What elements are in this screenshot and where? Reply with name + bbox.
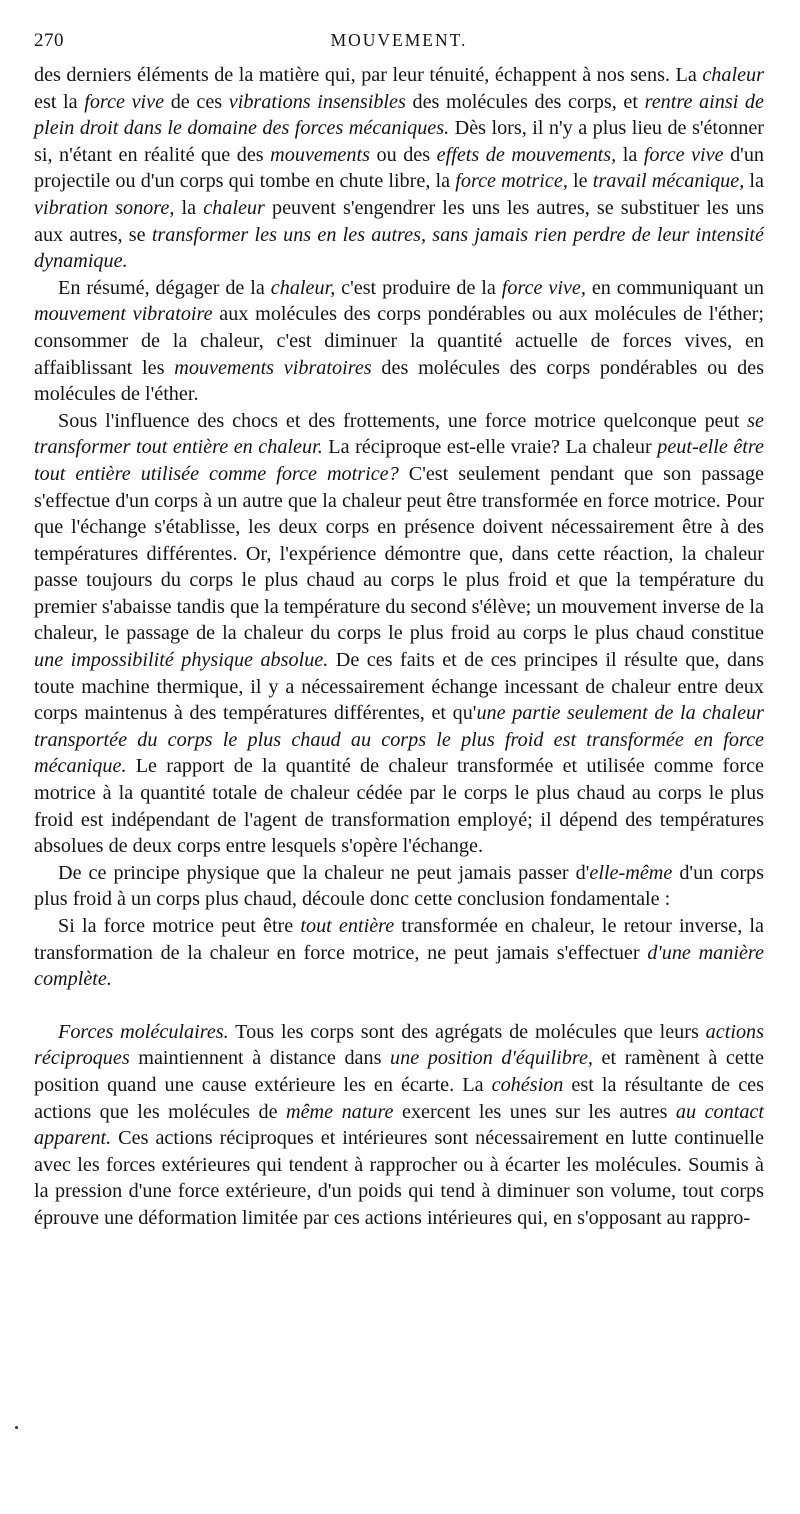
paragraph-principle: De ce principe physique que la chaleur ne peut jamais passer d'elle-même d'un corps plus froid à un corps plus chaud, découle donc cette conclusion fondamentale : <box>34 861 764 911</box>
paragraph-heat-exchange: Sous l'influence des chocs et des frottements, une force motrice quelconque peut se transformer tout entière en chaleur. La réciproque est-elle vraie? La chaleur peut-elle être tout entière utilisée comme force motrice? C'est seulement pendant que son passage s'effectue d'un corps à un autre que la chaleur peut être transformée en force motrice. Pour que l'échange s'établisse, les deux corps en présence doivent nécessairement être à des températures différentes. Or, l'expérience démontre que, dans cette réaction, la chaleur passe toujours du corps le plus chaud au corps le plus froid et que la température du premier s'abaisse tandis que la température du second s'élève; un mouvement inverse de la chaleur, le passage de la chaleur du corps le plus froid au corps le plus chaud constitue une impossibilité physique absolue. De ces faits et de ces principes il résulte que, dans toute machine thermique, il y a nécessairement échange incessant de chaleur entre deux corps maintenus à des températures différentes, et qu'une partie seulement de la chaleur transportée du corps le plus chaud au corps le plus froid est transformée en force mécanique. Le rapport de la quantité de chaleur transformée et utilisée comme force motrice à la quantité totale de chaleur cédée par le corps le plus chaud au corps le plus froid est indépendant de l'agent de transformation employé; il dépend des températures absolues de deux corps entre lesquels s'opère l'échange. <box>34 409 765 858</box>
page-number: 270 <box>34 30 64 51</box>
paragraph-molecular-forces: Forces moléculaires. Tous les corps sont des agrégats de molécules que leurs actions réciproques maintiennent à distance dans une position d'équilibre, et ramènent à cette position quand une cause extérieure les en écarte. La cohésion est la résultante de ces actions que les molécules de même nature exercent les unes sur les autres au contact apparent. Ces actions réciproques et intérieures sont nécessairement en lutte continuelle avec les forces extérieures qui tendent à rapprocher ou à écarter les molécules. Soumis à la pression d'une force extérieure, d'un poids qui tend à diminuer son volume, tout corps éprouve une déformation limitée par ces actions intérieures qui, en s'opposant au rappro- <box>34 1020 764 1229</box>
section-heading: Forces moléculaires. <box>58 1020 229 1043</box>
paragraph-summary: En résumé, dégager de la chaleur, c'est produire de la force vive, en communiquant un mouvement vibratoire aux molécules des corps pondérables ou aux molécules de l'éther; consommer de la chaleur, c'est diminuer la quantité actuelle de forces vives, en affaiblissant les mouvements vibratoires des molécules des corps pondérables ou des molécules de l'éther. <box>34 276 764 406</box>
paragraph-heat-vibrations: des derniers éléments de la matière qui, par leur ténuité, échappent à nos sens. La chaleur est la force vive de ces vibrations insensibles des molécules des corps, et rentre ainsi de plein droit dans le domaine des forces mécaniques. Dès lors, il n'y a plus lieu de s'étonner si, n'étant en réalité que des mouvements ou des effets de mouvements, la force vive d'un projectile ou d'un corps qui tombe en chute libre, la force motrice, le travail mécanique, la vibration sonore, la chaleur peuvent s'engendrer les uns les autres, se substituer les uns aux autres, se transformer les uns en les autres, sans jamais rien perdre de leur intensité dynamique. <box>34 64 765 273</box>
running-header <box>34 28 764 62</box>
section-gap <box>34 993 764 1019</box>
running-title: MOUVEMENT. <box>330 30 468 50</box>
paragraph-conclusion: Si la force motrice peut être tout entière transformée en chaleur, le retour inverse, la transformation de la chaleur en force motrice, ne peut jamais s'effectuer d'une manière complète. <box>34 915 764 991</box>
ink-speck <box>15 1426 18 1429</box>
